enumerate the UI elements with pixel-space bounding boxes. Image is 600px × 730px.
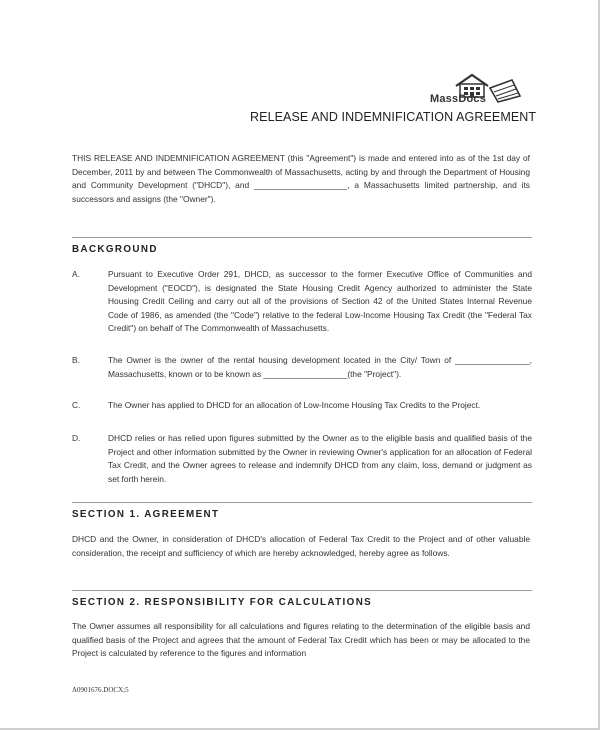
- massdocs-logo: [428, 72, 528, 112]
- item-letter: D.: [72, 433, 81, 443]
- item-letter: C.: [72, 400, 81, 410]
- footer-doc-id: A0901676.DOCX;5: [72, 686, 129, 694]
- intro-paragraph: THIS RELEASE AND INDEMNIFICATION AGREEMENT (this "Agreement") is made and entered into as of the 1st day of December, 2011 by and between The Commonwealth of Massachusetts, acting by and through the Department of Housing and Community Development ("DHCD"), and ____________________, a Massachusetts limited partnership, and its successors and assigns (the "Owner").: [72, 153, 530, 204]
- section-divider: [72, 237, 532, 238]
- section1-paragraph: DHCD and the Owner, in consideration of DHCD's allocation of Federal Tax Credit to the Project and of other valuable consideration, the receipt and sufficiency of which are hereby acknowledged, hereby agree as follows.: [72, 534, 530, 558]
- section-divider: [72, 502, 532, 503]
- section2-paragraph: The Owner assumes all responsibility for all calculations and figures relating to the determination of the eligible basis and qualified basis of the Project and agrees that the amount of Federal Tax Credit which has been or may be allocated to the Project is calculated by reference to the figures and information: [72, 621, 530, 659]
- section1-heading: SECTION 1. AGREEMENT: [72, 509, 220, 520]
- logo-text: MassDocs: [430, 93, 487, 105]
- item-text: Pursuant to Executive Order 291, DHCD, as successor to the former Executive Office of Communities and Development ("EOCD"), is designated the State Housing Credit Agency authorized to administer the State Housing Credit Ceiling and carry out all of the provisions of Section 42 of the United States Internal Revenue Code of 1986, as amended (the "Code") relative to the federal Low-Income Housing Tax Credit (the "Federal Tax Credit") on behalf of The Commonwealth of Massachusetts.: [108, 269, 532, 334]
- section2-heading: SECTION 2. RESPONSIBILITY FOR CALCULATIONS: [72, 597, 373, 608]
- item-text: The Owner has applied to DHCD for an allocation of Low-Income Housing Tax Credits to the Project.: [108, 400, 481, 410]
- item-text: DHCD relies or has relied upon figures submitted by the Owner as to the eligible basis and qualified basis of the Project and other information submitted by the Owner in reviewing Owner's application for an allocation of Federal Tax Credit, and the Owner agrees to release and indemnify DHCD from any claim, loss, demand or judgment as set forth herein.: [108, 433, 532, 484]
- item-letter: B.: [72, 355, 80, 365]
- item-letter: A.: [72, 269, 80, 279]
- house-docs-icon: [428, 72, 528, 112]
- item-text: The Owner is the owner of the rental housing development located in the City/ Town of ________________, Massachusetts, known or to be known as __________________(the "Project").: [108, 355, 532, 379]
- section-divider: [72, 590, 532, 591]
- document-title: RELEASE AND INDEMNIFICATION AGREEMENT: [250, 110, 537, 124]
- background-heading: BACKGROUND: [72, 244, 158, 255]
